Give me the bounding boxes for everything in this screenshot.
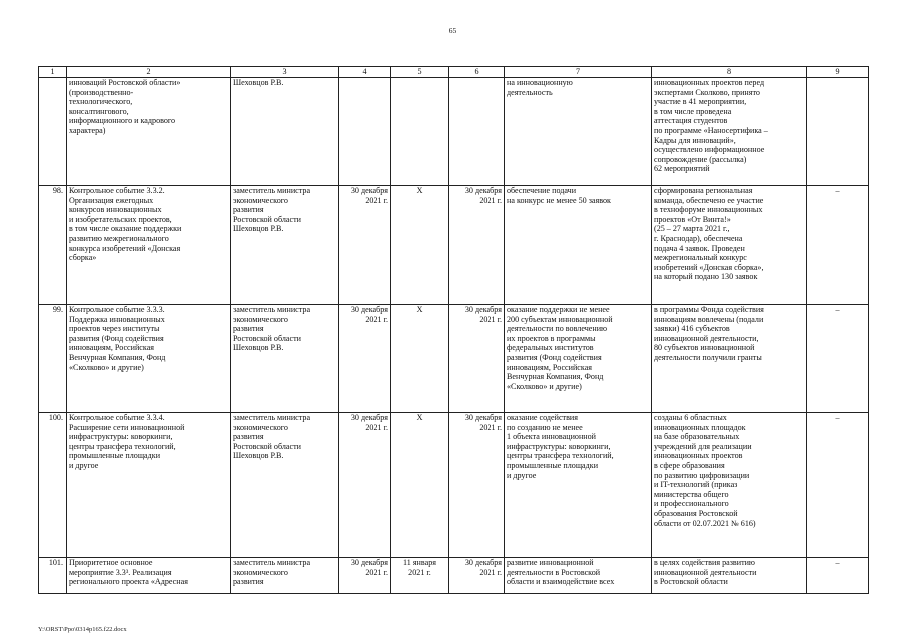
actual-result-cell: инновационных проектов перед экспертами Сколково, принято участие в 41 мероприятии, в том числе проведена аттестация студентов по программе «Наносертифика – Кадры для инноваций», осуществлено информационное сопровождение (рассылка) 62 мероприятий	[652, 78, 807, 186]
table-row	[39, 558, 869, 594]
planned-date-cell: 30 декабря 2021 г.	[339, 413, 391, 558]
file-path-footer: Y:\ORST\Ppo\0314p165.f22.docx	[38, 626, 127, 633]
actual-date-cell: Х	[391, 413, 449, 558]
measures-table	[38, 66, 869, 594]
row-number	[39, 78, 67, 186]
column-number: 1	[39, 67, 67, 78]
row-number: 99.	[39, 305, 67, 413]
actual-date-cell: Х	[391, 305, 449, 413]
column-number: 4	[339, 67, 391, 78]
deadline-cell: 30 декабря 2021 г.	[449, 558, 505, 594]
notes-cell	[807, 78, 869, 186]
notes-cell: –	[807, 558, 869, 594]
column-number: 8	[652, 67, 807, 78]
table-header-row	[39, 67, 869, 78]
planned-date-cell: 30 декабря 2021 г.	[339, 186, 391, 305]
notes-cell: –	[807, 305, 869, 413]
table-row	[39, 78, 869, 186]
event-name-cell: Контрольное событие 3.3.3. Поддержка инновационных проектов через институты развития (Фонд содействия инновациям, Российская Венчурная Компания, Фонд «Сколково» и другие)	[67, 305, 231, 413]
deadline-cell: 30 декабря 2021 г.	[449, 413, 505, 558]
planned-date-cell	[339, 78, 391, 186]
column-number: 7	[505, 67, 652, 78]
column-number: 5	[391, 67, 449, 78]
responsible-cell: заместитель министра экономического развития Ростовской области Шеховцов Р.В.	[231, 186, 339, 305]
event-name-cell: Приоритетное основное мероприятие 3.3³. Реализация регионального проекта «Адресная	[67, 558, 231, 594]
actual-date-cell: Х	[391, 186, 449, 305]
page-number: 65	[448, 26, 457, 35]
table-row	[39, 305, 869, 413]
table-row	[39, 186, 869, 305]
notes-cell: –	[807, 413, 869, 558]
deadline-cell: 30 декабря 2021 г.	[449, 305, 505, 413]
row-number: 98.	[39, 186, 67, 305]
responsible-cell: Шеховцов Р.В.	[231, 78, 339, 186]
event-name-cell: Контрольное событие 3.3.2. Организация ежегодных конкурсов инновационных и изобретательских проектов, в том числе оказание поддержки развитию межрегионального конкурса изобретений «Донская сборка»	[67, 186, 231, 305]
deadline-cell: 30 декабря 2021 г.	[449, 186, 505, 305]
notes-cell: –	[807, 186, 869, 305]
expected-result-cell: на инновационную деятельность	[505, 78, 652, 186]
planned-date-cell: 30 декабря 2021 г.	[339, 305, 391, 413]
expected-result-cell: развитие инновационной деятельности в Ростовской области и взаимодействие всех	[505, 558, 652, 594]
column-number: 6	[449, 67, 505, 78]
planned-date-cell: 30 декабря 2021 г.	[339, 558, 391, 594]
responsible-cell: заместитель министра экономического развития Ростовской области Шеховцов Р.В.	[231, 305, 339, 413]
column-number: 9	[807, 67, 869, 78]
expected-result-cell: оказание содействия по созданию не менее 1 объекта инновационной инфраструктуры: коворкинги, центры трансфера технологий, промышленные площадки и другое	[505, 413, 652, 558]
responsible-cell: заместитель министра экономического развития	[231, 558, 339, 594]
column-number: 2	[67, 67, 231, 78]
actual-date-cell	[391, 78, 449, 186]
deadline-cell	[449, 78, 505, 186]
table-row	[39, 413, 869, 558]
event-name-cell: инноваций Ростовской области» (производственно- технологического, консалтингового, информационного и кадрового характера)	[67, 78, 231, 186]
event-name-cell: Контрольное событие 3.3.4. Расширение сети инновационной инфраструктуры: коворкинги, центры трансфера технологий, промышленные площадки и другое	[67, 413, 231, 558]
actual-result-cell: созданы 6 областных инновационных площадок на базе образовательных учреждений для реализации инновационных проектов в сфере образования по развитию цифровизации и IT-технологий (приказ министерства общего и профессионального образования Ростовской области от 02.07.2021 № 616)	[652, 413, 807, 558]
actual-result-cell: сформирована региональная команда, обеспечено ее участие в технофоруме инновационных проектов «От Винта!» (25 – 27 марта 2021 г., г. Краснодар), обеспечена подача 4 заявок. Проведен межрегиональный конкурс изобретений «Донская сборка», на который подано 130 заявок	[652, 186, 807, 305]
row-number: 100.	[39, 413, 67, 558]
column-number: 3	[231, 67, 339, 78]
actual-result-cell: в целях содействия развитию инновационной деятельности в Ростовской области	[652, 558, 807, 594]
expected-result-cell: оказание поддержки не менее 200 субъектам инновационной деятельности по вовлечению их проектов в программы федеральных институтов развития (Фонд содействия инновациям, Российская Венчурная Компания, Фонд «Сколково» и другие)	[505, 305, 652, 413]
actual-date-cell: 11 января 2021 г.	[391, 558, 449, 594]
expected-result-cell: обеспечение подачи на конкурс не менее 50 заявок	[505, 186, 652, 305]
row-number: 101.	[39, 558, 67, 594]
actual-result-cell: в программы Фонда содействия инновациям вовлечены (подали заявки) 416 субъектов инновационной деятельности, 80 субъектов инновационной деятельности получили гранты	[652, 305, 807, 413]
responsible-cell: заместитель министра экономического развития Ростовской области Шеховцов Р.В.	[231, 413, 339, 558]
